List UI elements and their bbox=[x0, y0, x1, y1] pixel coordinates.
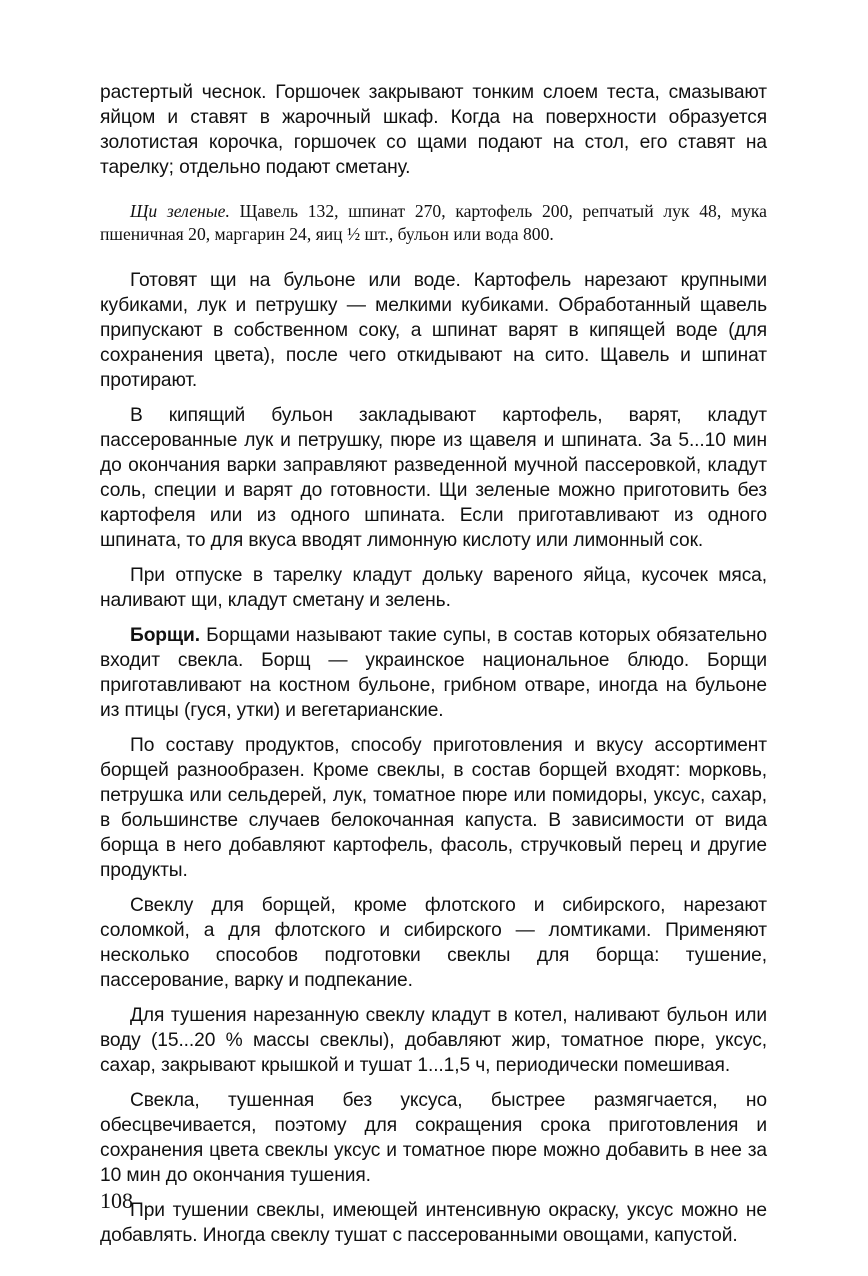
paragraph-continuation: растертый чеснок. Горшочек закрывают тонким слоем теста, смазывают яйцом и ставят в жарочный шкаф. Когда на поверхности образуется золотистая корочка, горшочек со щами подают на стол, его ставят на тарелку; отдельно подают сметану. bbox=[100, 82, 767, 178]
page-number: 108 bbox=[100, 1188, 133, 1213]
paragraph-preparation: Готовят щи на бульоне или воде. Картофель нарезают крупными кубиками, лук и петрушку — мелкими кубиками. Обработанный щавель припускают в собственном соку, а шпинат варят в кипящей воде (для сохранения цвета), после чего откидывают на сито. Щавель и шпинат протирают. bbox=[100, 270, 767, 391]
paragraph-serving: При отпуске в тарелку кладут дольку вареного яйца, кусочек мяса, наливают щи, кладут сметану и зелень. bbox=[100, 565, 767, 611]
recipe-ingredients-list: Щавель 132, шпинат 270, картофель 200, репчатый лук 48, мука пшеничная 20, маргарин 24, яиц ½ шт., бульон или вода 800. bbox=[100, 201, 767, 244]
paragraph-borscht-text: Борщами называют такие супы, в состав которых обязательно входит свекла. Борщ — украинское национальное блюдо. Борщи приготавливают на костном бульоне, грибном отваре, иногда на бульоне из птицы (гуся, утки) и вегетарианские. bbox=[100, 625, 767, 721]
paragraph-intense-color: При тушении свеклы, имеющей интенсивную окраску, уксус можно не добавлять. Иногда свеклу тушат с пассерованными овощами, капустой. bbox=[100, 1200, 767, 1246]
paragraph-cooking: В кипящий бульон закладывают картофель, варят, кладут пассерованные лук и петрушку, пюре из щавеля и шпината. За 5...10 мин до окончания варки заправляют разведенной мучной пассеровкой, кладут соль, специи и варят до готовности. Щи зеленые можно приготовить без картофеля или из одного шпината. Если приготавливают из одного шпината, то для вкуса вводят лимонную кислоту или лимонный сок. bbox=[100, 405, 767, 551]
paragraph-stewing: Для тушения нарезанную свеклу кладут в котел, наливают бульон или воду (15...20 % массы свеклы), добавляют жир, томатное пюре, уксус, сахар, закрывают крышкой и тушат 1...1,5 ч, периодически помешивая. bbox=[100, 1005, 767, 1076]
page-body bbox=[100, 80, 767, 1248]
recipe-title: Щи зеленые. bbox=[130, 201, 230, 221]
paragraph-assortment: По составу продуктов, способу приготовления и вкусу ассортимент борщей разнообразен. Кроме свеклы, в состав борщей входят: морковь, петрушка или сельдерей, лук, томатное пюре или помидоры, уксус, сахар, в большинстве случаев белокочанная капуста. В зависимости от вида борща в него добавляют картофель, фасоль, стручковый перец и другие продукты. bbox=[100, 735, 767, 881]
paragraph-vinegar: Свекла, тушенная без уксуса, быстрее размягчается, но обесцвечивается, поэтому для сокращения срока приготовления и сохранения цвета свеклы уксус и томатное пюре можно добавить в нее за 10 мин до окончания тушения. bbox=[100, 1090, 767, 1186]
paragraph-borscht-intro bbox=[100, 623, 767, 723]
section-heading-borscht: Борщи. bbox=[130, 625, 200, 646]
paragraph-beet-cutting: Свеклу для борщей, кроме флотского и сибирского, нарезают соломкой, а для флотского и сибирского — ломтиками. Применяют несколько способов подготовки свеклы для борща: тушение, пассерование, варку и подпекание. bbox=[100, 895, 767, 991]
recipe-ingredients bbox=[100, 200, 767, 246]
